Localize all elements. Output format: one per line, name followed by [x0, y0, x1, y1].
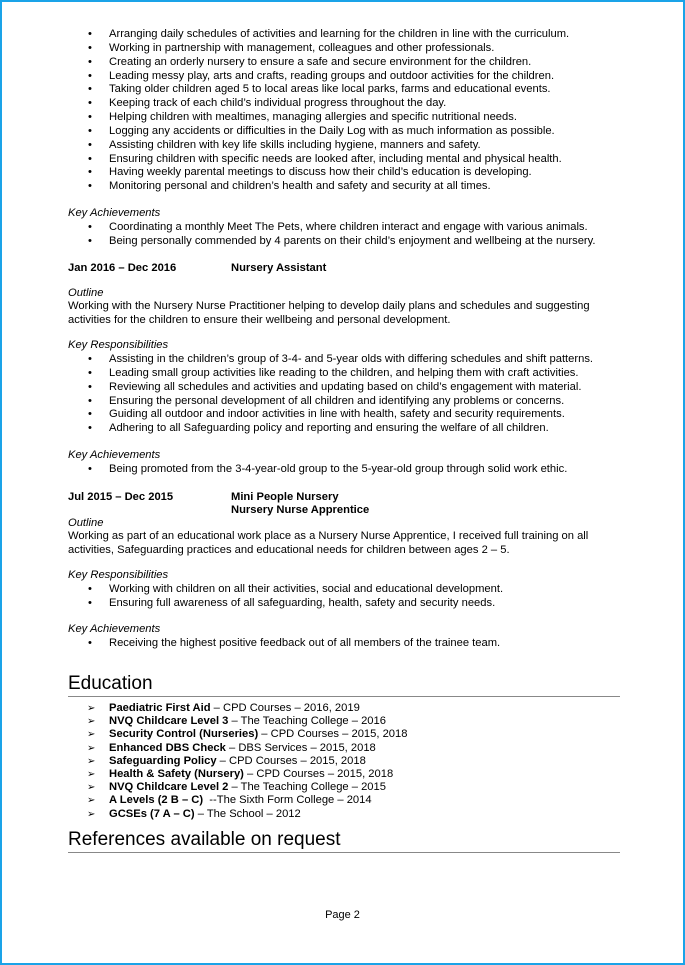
qualification-detail: – CPD Courses – 2016, 2019	[210, 702, 360, 714]
job-dates: Jul 2015 – Dec 2015	[68, 491, 174, 503]
education-item	[68, 808, 620, 821]
list-item: • Taking older children aged 5 to local areas like local parks, farms and educational events.	[68, 83, 620, 97]
outline-label: Outline	[68, 287, 104, 299]
key-achievements-label: Key Achievements	[68, 207, 161, 219]
education-item	[68, 728, 620, 741]
list-item: • Ensuring the personal development of all children and identifying any problems or concerns.	[68, 395, 620, 409]
qualification-detail: – CPD Courses – 2015, 2018	[216, 754, 366, 767]
list-item: • Monitoring personal and children’s health and safety and security at all times.	[68, 180, 620, 194]
qualification-name: Health & Safety (Nursery)	[109, 768, 244, 781]
list-item: • Having weekly parental meetings to discuss how their child’s education is developing.	[68, 166, 620, 180]
qualification-name: Safeguarding Policy	[109, 754, 217, 767]
qualification-name: Enhanced DBS Check	[109, 741, 226, 754]
key-achievements-label: Key Achievements	[68, 449, 161, 461]
qualification-detail: – The Teaching College – 2015	[228, 781, 386, 794]
job-dates: Jan 2016 – Dec 2016	[68, 262, 177, 274]
qualification-name: NVQ Childcare Level 3	[109, 715, 229, 728]
list-item: • Keeping track of each child’s individual progress throughout the day.	[68, 97, 620, 111]
job-header	[68, 262, 620, 276]
list-item: • Working in partnership with management, colleagues and other professionals.	[68, 42, 620, 56]
list-item: • Ensuring full awareness of all safeguarding, health, safety and security needs.	[68, 597, 620, 611]
list-item: • Being personally commended by 4 parents on their child’s enjoyment and wellbeing at the nursery.	[68, 235, 620, 249]
education-item	[68, 781, 620, 794]
list-item: • Helping children with mealtimes, managing allergies and specific nutritional needs.	[68, 111, 620, 125]
education-item	[68, 755, 620, 768]
qualification-name: Paediatric First Aid	[109, 702, 211, 714]
qualification-name: Security Control (Nurseries)	[109, 728, 259, 741]
job-title: Nursery Assistant	[231, 262, 327, 274]
job-employer: Mini People Nursery	[231, 491, 339, 503]
list-item: • Guiding all outdoor and indoor activities in line with health, safety and security requirements.	[68, 408, 620, 422]
list-item: • Arranging daily schedules of activities and learning for the children in line with the curriculum.	[68, 28, 620, 42]
list-item: • Working with children on all their activities, social and educational development.	[68, 583, 620, 597]
key-responsibilities-label: Key Responsibilities	[68, 339, 169, 351]
list-item: • Coordinating a monthly Meet The Pets, where children interact and engage with various animals.	[68, 221, 620, 235]
qualification-detail: – The Teaching College – 2016	[228, 715, 386, 728]
list-item: • Reviewing all schedules and activities and updating based on child’s engagement with material.	[68, 381, 620, 395]
responsibilities-list	[68, 28, 620, 194]
qualification-detail: --The Sixth Form College – 2014	[203, 794, 372, 807]
job-title: Nursery Nurse Apprentice	[231, 504, 370, 516]
list-item: • Ensuring children with specific needs are looked after, including mental and physical health.	[68, 153, 620, 167]
responsibilities-list	[68, 353, 620, 436]
education-item	[68, 794, 620, 807]
key-responsibilities-label: Key Responsibilities	[68, 569, 169, 581]
job-header	[68, 491, 620, 505]
education-item	[68, 715, 620, 728]
list-item: • Being promoted from the 3-4-year-old group to the 5-year-old group through solid work ethic.	[68, 463, 620, 477]
qualification-detail: – CPD Courses – 2015, 2018	[258, 728, 408, 741]
qualification-detail: – CPD Courses – 2015, 2018	[243, 768, 394, 781]
list-item: • Receiving the highest positive feedback out of all members of the trainee team.	[68, 637, 620, 651]
list-item: • Assisting in the children’s group of 3-4- and 5-year olds with differing schedules and shift patterns.	[68, 353, 620, 367]
list-item: • Logging any accidents or difficulties in the Daily Log with as much information as possible.	[68, 125, 620, 139]
qualification-name: GCSEs (7 A – C)	[109, 807, 195, 820]
qualification-name: NVQ Childcare Level 2	[109, 781, 229, 794]
list-item: • Leading small group activities like reading to the children, and helping them with craft activities.	[68, 367, 620, 381]
page-number: Page 2	[325, 909, 360, 921]
responsibilities-list	[68, 583, 620, 611]
qualification-detail: – The School – 2012	[194, 807, 301, 820]
qualification-detail: – DBS Services – 2015, 2018	[225, 741, 376, 754]
outline-text: Working as part of an educational work place as a Nursery Nurse Apprentice, I received full training on all activities, Safeguarding practices and educational needs for children between ages 2 – 5.	[68, 530, 589, 556]
achievements-list	[68, 463, 620, 477]
list-item: • Leading messy play, arts and crafts, reading groups and outdoor activities for the children.	[68, 70, 620, 84]
education-heading: Education	[68, 673, 620, 697]
qualification-name: A Levels (2 B – C)	[109, 794, 204, 807]
key-achievements-label: Key Achievements	[68, 623, 161, 635]
education-item	[68, 742, 620, 755]
list-item: • Creating an orderly nursery to ensure a safe and secure environment for the children.	[68, 56, 620, 70]
references-heading: References available on request	[68, 829, 620, 853]
list-item: • Adhering to all Safeguarding policy and reporting and ensuring the welfare of all children.	[68, 422, 620, 436]
education-list	[68, 702, 620, 821]
achievements-list	[68, 637, 620, 651]
outline-label: Outline	[68, 517, 104, 529]
achievements-list	[68, 221, 620, 249]
education-item	[68, 702, 620, 715]
outline-text: Working with the Nursery Nurse Practitioner helping to develop daily plans and schedules and suggesting activities for the children to ensure their wellbeing and personal development.	[68, 300, 590, 326]
education-item	[68, 768, 620, 781]
list-item: • Assisting children with key life skills including hygiene, manners and safety.	[68, 139, 620, 153]
